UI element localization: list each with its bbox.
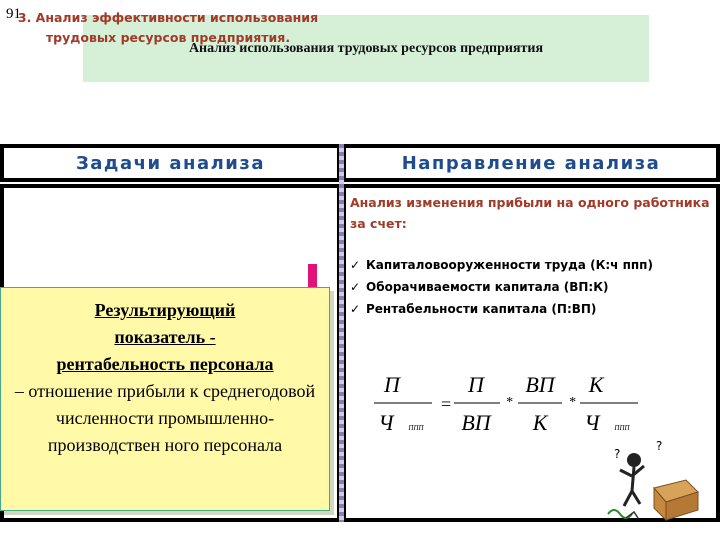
profitability-formula xyxy=(370,370,660,440)
task-text: 3. Анализ эффективности использования трудовых ресурсов предприятия. xyxy=(17,10,319,45)
formula-t3-den: Ч xyxy=(584,410,600,435)
result-indicator-box xyxy=(0,287,330,511)
formula-t3-num: К xyxy=(588,372,604,397)
formula-lhs-den: Ч xyxy=(378,410,394,435)
direction-intro: Анализ изменения прибыли на одного работника за счет: xyxy=(350,195,710,231)
page-number: 91 xyxy=(6,6,21,22)
factor-capital-profitability: Рентабельности капитала (П:ВП) xyxy=(366,302,597,316)
formula-times-2: * xyxy=(568,395,576,410)
formula-equals: = xyxy=(439,394,453,414)
check-mark-icon: ✓ xyxy=(350,302,361,316)
column-divider xyxy=(339,144,344,522)
thinking-person-with-box-icon xyxy=(596,436,706,526)
result-body: – отношение прибыли к среднегодовой численности промышленно-производствен ного персонала xyxy=(14,381,316,455)
result-heading-2: показатель - xyxy=(114,327,216,347)
formula-times-1: * xyxy=(505,395,513,410)
formula-lhs-sub: ППП xyxy=(408,424,424,432)
svg-text:?: ? xyxy=(656,439,663,453)
svg-text:?: ? xyxy=(614,447,621,461)
formula-lhs-num: П xyxy=(384,372,400,397)
table-header-row xyxy=(0,144,720,182)
formula-t1-num: П xyxy=(468,372,484,397)
result-heading-3: рентабельность персонала xyxy=(56,354,274,374)
list-item xyxy=(350,254,712,276)
header-direction: Направление анализа xyxy=(346,148,716,178)
header-tasks: Задачи анализа xyxy=(4,148,337,178)
formula-t3-sub: ППП xyxy=(614,424,630,432)
factor-capital-ratio: Капиталовооруженности труда (К:ч ппп) xyxy=(366,258,653,272)
factor-list xyxy=(350,254,712,320)
page-title: Анализ использования трудовых ресурсов предприятия xyxy=(188,40,544,56)
formula-t2-den: К xyxy=(532,410,548,435)
check-mark-icon: ✓ xyxy=(350,280,361,294)
formula-t2-num: ВП xyxy=(525,372,555,397)
formula-t1-den: ВП xyxy=(461,410,491,435)
list-item xyxy=(350,276,712,298)
check-mark-icon: ✓ xyxy=(350,258,361,272)
factor-capital-turnover: Оборачиваемости капитала (ВП:К) xyxy=(366,280,609,294)
result-heading-1: Результирующий xyxy=(94,300,236,320)
list-item xyxy=(350,298,712,320)
